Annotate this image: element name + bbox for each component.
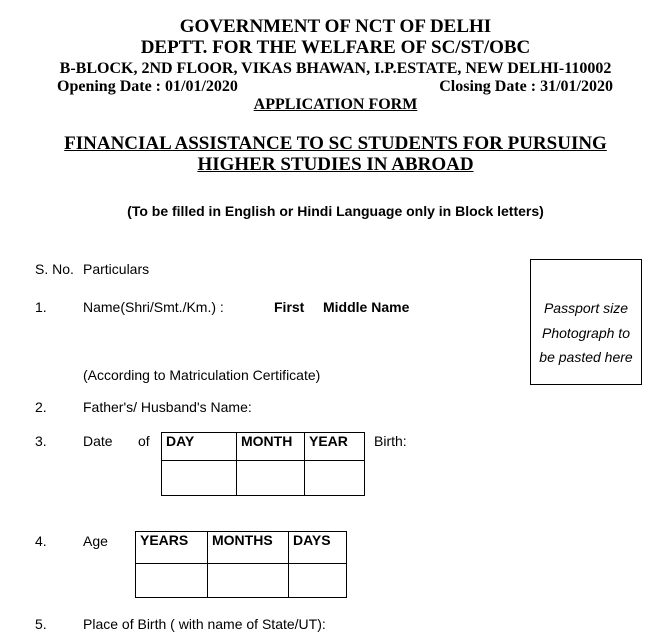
field-4-label: Age — [83, 533, 108, 549]
photo-line1: Passport size — [543, 300, 629, 316]
dob-day-input[interactable] — [162, 461, 237, 496]
application-form-label: APPLICATION FORM — [253, 96, 418, 113]
field-3-label-birth: Birth: — [374, 433, 407, 449]
photo-line3: be pasted here — [539, 349, 633, 365]
dob-month-input[interactable] — [237, 461, 305, 496]
field-1-label: Name(Shri/Smt./Km.) : — [83, 299, 224, 315]
age-days-input[interactable] — [289, 564, 347, 598]
scheme-title-line1: FINANCIAL ASSISTANCE TO SC STUDENTS FOR PURSUING — [64, 133, 607, 154]
field-3-number: 3. — [35, 433, 47, 449]
header-department: DEPTT. FOR THE WELFARE OF SC/ST/OBC — [140, 37, 531, 58]
header-address: B-BLOCK, 2ND FLOOR, VIKAS BHAWAN, I.P.ESTATE, NEW DELHI-110002 — [59, 60, 612, 77]
field-1-number: 1. — [35, 299, 47, 315]
age-months-header: MONTHS — [208, 532, 289, 564]
field-4-number: 4. — [35, 533, 47, 549]
closing-date: Closing Date : 31/01/2020 — [439, 78, 613, 95]
field-5-label: Place of Birth ( with name of State/UT): — [83, 616, 326, 632]
instruction-text: (To be filled in English or Hindi Language only in Block letters) — [127, 203, 544, 219]
age-days-header: DAYS — [289, 532, 347, 564]
field-2-label: Father's/ Husband's Name: — [83, 399, 252, 415]
field-2-number: 2. — [35, 399, 47, 415]
particulars-heading: Particulars — [83, 261, 150, 277]
field-5-number: 5. — [35, 616, 47, 632]
age-table — [135, 531, 347, 598]
passport-photo-box — [530, 259, 642, 385]
scheme-title-line2: HIGHER STUDIES IN ABROAD — [197, 154, 474, 175]
dob-day-header: DAY — [162, 433, 237, 461]
header-government: GOVERNMENT OF NCT OF DELHI — [179, 16, 492, 37]
field-3-label-date: Date — [83, 433, 113, 449]
age-years-input[interactable] — [136, 564, 208, 598]
dob-month-header: MONTH — [237, 433, 305, 461]
field-3-label-of: of — [138, 433, 150, 449]
photo-line2: Photograph to — [542, 325, 630, 341]
opening-date: Opening Date : 01/01/2020 — [57, 78, 238, 95]
sno-heading: S. No. — [35, 261, 74, 277]
first-name-label: First — [274, 299, 305, 315]
dob-year-header: YEAR — [305, 433, 365, 461]
dob-table — [161, 432, 365, 496]
age-months-input[interactable] — [208, 564, 289, 598]
matriculation-note: (According to Matriculation Certificate) — [83, 367, 321, 383]
age-years-header: YEARS — [136, 532, 208, 564]
dob-year-input[interactable] — [305, 461, 365, 496]
middle-name-label: Middle Name — [323, 299, 410, 315]
